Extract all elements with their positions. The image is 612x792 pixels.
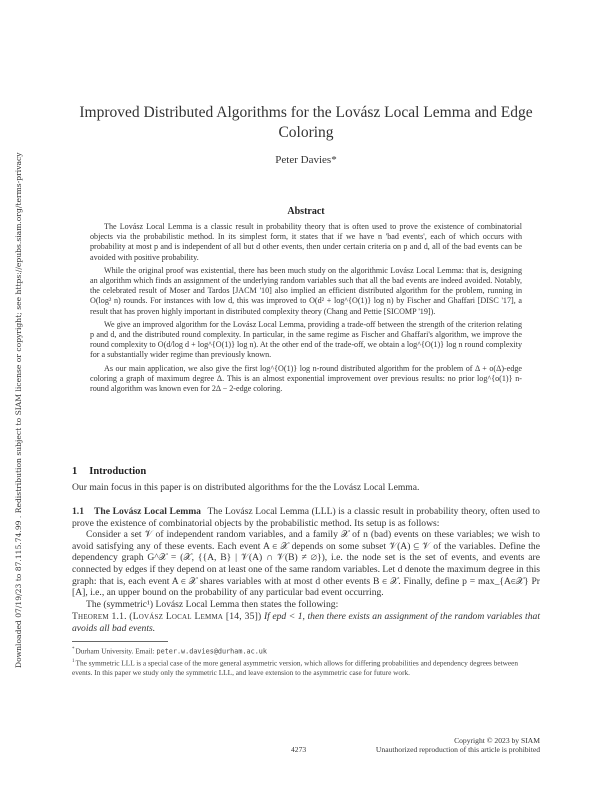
footnote-mark: 1 <box>72 659 75 665</box>
theorem-label: Theorem 1.1. <box>72 611 127 622</box>
abstract-paragraph: We give an improved algorithm for the Lovász Local Lemma, providing a trade-off between the strength of the criterion relating p and d, and the distributed round complexity. In particular, in the same regime as Fischer and Ghaffari's algorithm, we improve the round complexity to O(d/log d + log^{O(1)} log n). At the other end of the trade-off, we obtain a log^{O(1)} log n round complexity for a substantially wider regime than previously known. <box>90 319 522 360</box>
footnotes <box>72 645 540 678</box>
theorem-block <box>72 611 540 634</box>
intro-paragraph: Our main focus in this paper is on distributed algorithms for the the Lovász Local Lemma. <box>72 482 420 493</box>
section-number: 1 <box>72 466 78 477</box>
subsection-heading <box>72 506 201 517</box>
paper-title: Improved Distributed Algorithms for the Lovász Local Lemma and Edge Coloring <box>79 104 533 141</box>
footnote <box>72 657 540 678</box>
author-name: Peter Davies* <box>275 154 337 166</box>
page-number: 4273 <box>291 745 307 754</box>
subsection-paragraph: The (symmetric¹) Lovász Local Lemma then states the following: <box>86 598 339 610</box>
subsection-number: 1.1 <box>72 506 84 517</box>
section-intro <box>72 482 540 494</box>
footnote-text: Durham University. Email: <box>75 646 157 656</box>
subsection-paragraph <box>72 506 540 529</box>
subsection-body <box>72 506 540 610</box>
footnote-text: The symmetric LLL is a special case of the more general asymmetric version, which allows for differing probabilities and dependency degrees between events. In this paper we study only the symmetric LLL, and leave extension to the asymmetric case for future work. <box>72 658 519 678</box>
abstract-paragraph: As our main application, we also give the first log^{O(1)} log n-round distributed algorithm for the problem of Δ + o(Δ)-edge coloring a graph of maximum degree Δ. This is an almost exponential improvement over previous results: no prior log^{o(1)} n-round algorithm was known even for 2Δ − 2-edge coloring. <box>90 363 522 394</box>
theorem-paragraph <box>72 611 540 634</box>
theorem-statement: If epd < 1, then there exists an assignment of the random variables that avoids all bad events. <box>72 611 540 634</box>
subsection-paragraph-text: The Lovász Local Lemma (LLL) is a classic result in probability theory, often used to prove the existence of combinatorial objects by the probabilistic method. Its setup is as follows: <box>72 506 540 529</box>
subsection-title: The Lovász Local Lemma <box>94 506 201 517</box>
footnote-mark: * <box>72 647 75 652</box>
abstract-heading: Abstract <box>287 206 325 217</box>
section-title: Introduction <box>89 466 147 477</box>
section-heading <box>72 466 146 477</box>
theorem-name: (Lovász Local Lemma [14, 35]) <box>129 611 262 622</box>
footnote <box>72 645 540 657</box>
abstract-paragraph: While the original proof was existential, there has been much study on the algorithmic Lovász Local Lemma: that is, designing an algorithm which finds an assignment of the underlying random variables such that all the bad events are indeed avoided. Notably, the celebrated result of Moser and Tardos [JACM '10] also implied an efficient distributed algorithm for the problem, running in O(log² n) rounds. For instances with low d, this was improved to O(d² + log^{O(1)} log n) by Fischer and Ghaffari [DISC '17], a result that has proven highly important in distributed complexity theory (Chang and Pettie [SICOMP '19]). <box>90 265 522 316</box>
download-notice-margin <box>2 28 23 668</box>
download-notice-text: Downloaded 07/19/23 to 87.115.74.99 . Redistribution subject to SIAM license or copyright; see https://epubs.siam.org/terms-privacy <box>14 152 23 668</box>
author-email: peter.w.davies@durham.ac.uk <box>156 647 267 656</box>
abstract-paragraph: The Lovász Local Lemma is a classic result in probability theory that is often used to prove the existence of combinatorial objects via the probabilistic method. In its simplest form, it states that if we have n 'bad events', each of which occurs with probability at most p and is independent of all but d other events, then under certain criteria on p and d, all of the bad events can be avoided with positive probability. <box>90 222 522 262</box>
subsection-paragraph: Consider a set 𝒱 of independent random variables, and a family 𝒳 of n (bad) events on these variables; we wish to avoid satisfying any of these events. Each event A ∈ 𝒳 depends on some subset 𝒱(A) ⊆ 𝒱 of the variables. Define the dependency graph G^𝒳 = (𝒳, {{A, B} | 𝒱(A) ∩ 𝒱(B) ≠ ∅}), i.e. the node set is the set of events, and events are connected by edges if they depend on at least one of the same random variables. Let d denote the maximum degree in this graph: that is, each event A ∈ 𝒳 shares variables with at most d other events B ∈ 𝒳. Finally, define p = max_{A∈𝒳} Pr [A], i.e., an upper bound on the probability of any particular bad event occurring. <box>72 529 540 599</box>
copyright-notice: Copyright © 2023 by SIAM <box>454 736 540 745</box>
footnote-divider <box>72 641 168 642</box>
reproduction-notice: Unauthorized reproduction of this article is prohibited <box>375 745 540 754</box>
abstract-body <box>90 222 522 397</box>
